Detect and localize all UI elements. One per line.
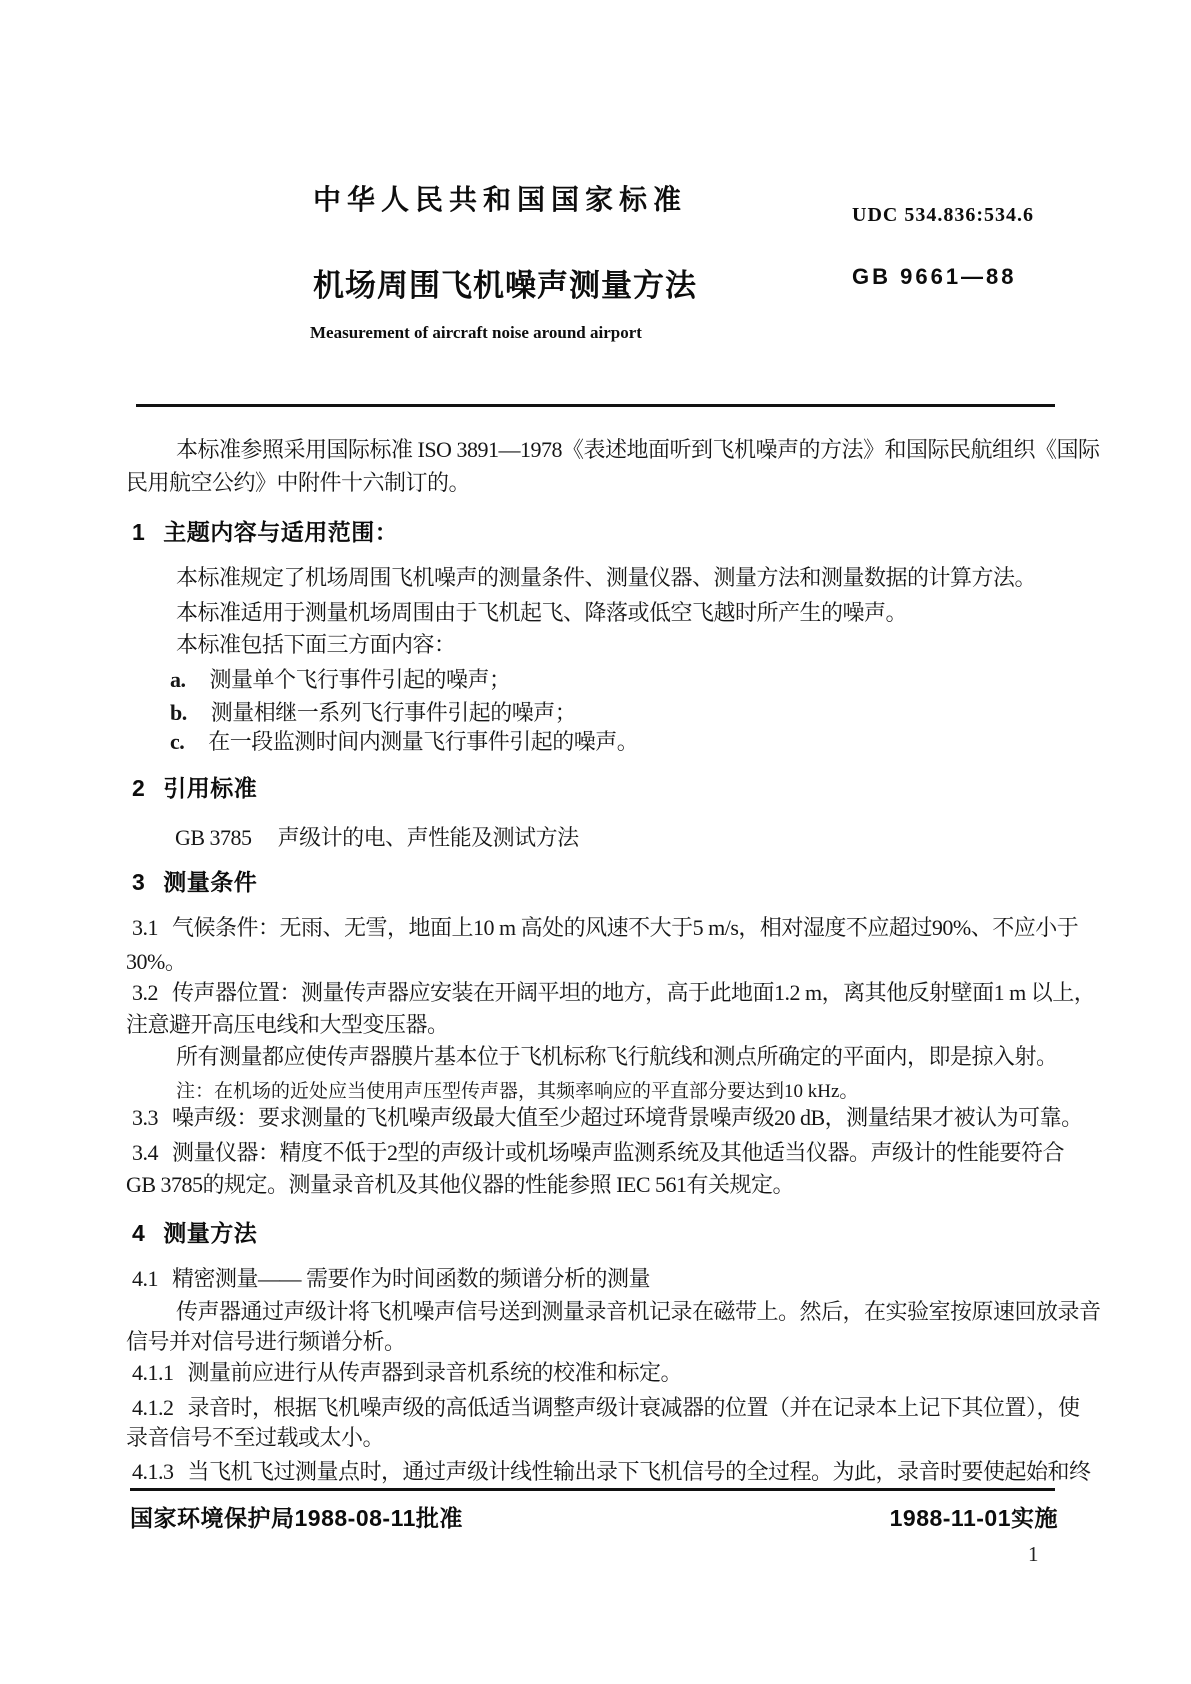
clause-4-1-1 <box>132 1360 682 1386</box>
footer-implemented: 1988-11-01实施 <box>889 1505 1058 1531</box>
clause-3-1-text: 气候条件：无雨、无雪，地面上10 m 高处的风速不大于5 m/s，相对湿度不应超过90%、不应小于 <box>172 915 1079 940</box>
clause-4-1-2-text: 录音时，根据飞机噪声级的高低适当调整声级计衰减器的位置（并在记录本上记下其位置），使 <box>187 1395 1080 1420</box>
section-1-heading <box>132 519 398 547</box>
intro-line-2: 民用航空公约》中附件十六制订的。 <box>126 470 471 495</box>
list-item-b <box>170 700 576 726</box>
list-item-a-text: 测量单个飞行事件引起的噪声； <box>209 667 511 692</box>
udc-code: UDC 534.836:534.6 <box>852 204 1034 226</box>
clause-4-1-2-line-1 <box>132 1395 1080 1421</box>
reference-code: GB 3785 <box>175 825 252 850</box>
clause-4-1-title: 精密测量—— 需要作为时间函数的频谱分析的测量 <box>172 1266 651 1291</box>
standard-number: GB 9661—88 <box>852 264 1017 289</box>
clause-3-3-text: 噪声级：要求测量的飞机噪声级最大值至少超过环境背景噪声级20 dB，测量结果才被认为可靠。 <box>172 1105 1083 1130</box>
standard-org-title: 中华人民共和国国家标准 <box>313 184 688 215</box>
list-item-b-text: 测量相继一系列飞行事件引起的噪声； <box>210 700 577 725</box>
reference-standard <box>175 825 579 851</box>
clause-4-1-3-number: 4.1.3 <box>132 1459 174 1484</box>
clause-4-1-heading <box>132 1266 650 1292</box>
clause-3-1-line-1 <box>132 915 1078 941</box>
intro-line-1: 本标准参照采用国际标准 ISO 3891—1978《表述地面听到飞机噪声的方法》和国际民航组织《国际 <box>176 437 1100 462</box>
section-3-heading <box>132 869 257 897</box>
clause-4-1-1-number: 4.1.1 <box>132 1360 174 1385</box>
footer-divider <box>130 1488 1055 1491</box>
clause-3-2-line-1 <box>132 980 1095 1006</box>
clause-4-1-3-text: 当飞机飞过测量点时，通过声级计线性输出录下飞机信号的全过程。为此，录音时要使起始和终 <box>187 1459 1091 1484</box>
section-2-title: 引用标准 <box>163 775 258 801</box>
list-item-a-label: a. <box>170 667 186 692</box>
footer-approved: 国家环境保护局1988-08-11批准 <box>130 1505 463 1531</box>
section-1-title: 主题内容与适用范围： <box>163 519 399 545</box>
clause-3-3-number: 3.3 <box>132 1105 158 1130</box>
clause-4-1-number: 4.1 <box>132 1266 158 1291</box>
clause-4-1-2-line-2: 录音信号不至过载或太小。 <box>126 1425 385 1450</box>
list-item-b-label: b. <box>170 700 187 725</box>
clause-3-4-line-1 <box>132 1140 1064 1166</box>
clause-3-2-line-2: 注意避开高压电线和大型变压器。 <box>126 1012 449 1037</box>
section-4-number: 4 <box>132 1220 146 1246</box>
clause-4-1-line-2: 信号并对信号进行频谱分析。 <box>126 1329 406 1354</box>
section-4-heading <box>132 1220 257 1248</box>
section-1-paragraph-2: 本标准适用于测量机场周围由于飞机起飞、降落或低空飞越时所产生的噪声。 <box>176 600 908 625</box>
list-item-a <box>170 667 511 693</box>
section-1-paragraph-1: 本标准规定了机场周围飞机噪声的测量条件、测量仪器、测量方法和测量数据的计算方法。 <box>176 565 1037 590</box>
clause-4-1-line-1: 传声器通过声级计将飞机噪声信号送到测量录音机记录在磁带上。然后，在实验室按原速回放录音 <box>176 1299 1101 1324</box>
document-title-zh: 机场周围飞机噪声测量方法 <box>313 268 697 303</box>
page-number: 1 <box>1028 1542 1039 1566</box>
section-2-number: 2 <box>132 775 146 801</box>
section-1-paragraph-3: 本标准包括下面三方面内容： <box>176 632 456 657</box>
clause-4-1-2-number: 4.1.2 <box>132 1395 174 1420</box>
clause-3-4-line-2: GB 3785的规定。测量录音机及其他仪器的性能参照 IEC 561有关规定。 <box>126 1172 795 1197</box>
section-1-number: 1 <box>132 519 146 545</box>
section-3-number: 3 <box>132 869 146 895</box>
clause-3-2-number: 3.2 <box>132 980 158 1005</box>
clause-3-4-number: 3.4 <box>132 1140 158 1165</box>
clause-3-3 <box>132 1105 1083 1131</box>
header-divider <box>136 404 1055 407</box>
section-2-heading <box>132 775 257 803</box>
list-item-c-label: c. <box>170 729 185 754</box>
document-title-en: Measurement of aircraft noise around airport <box>310 323 642 342</box>
list-item-c <box>170 729 638 755</box>
clause-3-4-text: 测量仪器：精度不低于2型的声级计或机场噪声监测系统及其他适当仪器。声级计的性能要符合 <box>172 1140 1065 1165</box>
clause-4-1-1-text: 测量前应进行从传声器到录音机系统的校准和标定。 <box>187 1360 683 1385</box>
reference-title: 声级计的电、声性能及测试方法 <box>277 825 579 850</box>
clause-3-2-text: 传声器位置：测量传声器应安装在开阔平坦的地方，高于此地面1.2 m，离其他反射壁面1 m 以上， <box>172 980 1096 1005</box>
clause-3-2-note: 注：在机场的近处应当使用声压型传声器，其频率响应的平直部分要达到10 kHz。 <box>176 1081 859 1102</box>
list-item-c-text: 在一段监测时间内测量飞行事件引起的噪声。 <box>208 729 639 754</box>
section-3-title: 测量条件 <box>163 869 258 895</box>
clause-3-1-number: 3.1 <box>132 915 158 940</box>
clause-3-1-line-2: 30%。 <box>126 949 187 974</box>
section-4-title: 测量方法 <box>163 1220 258 1246</box>
clause-3-2-paragraph-2: 所有测量都应使传声器膜片基本位于飞机标称飞行航线和测点所确定的平面内，即是掠入射。 <box>176 1044 1058 1069</box>
clause-4-1-3 <box>132 1459 1091 1485</box>
